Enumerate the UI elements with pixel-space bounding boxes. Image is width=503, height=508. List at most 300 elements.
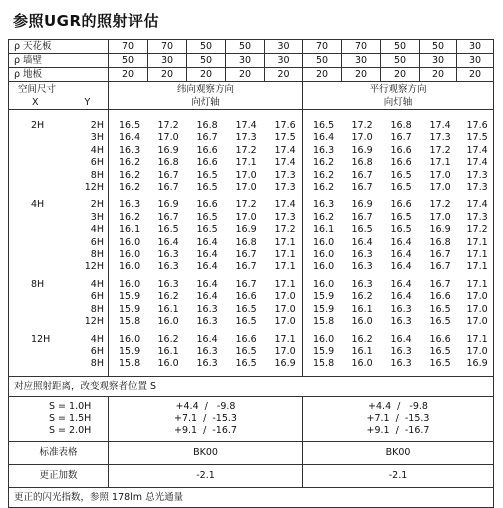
ugr-value: 17.3 bbox=[265, 182, 303, 194]
room-size-cell bbox=[9, 120, 109, 132]
param-value: 70 bbox=[109, 40, 148, 54]
room-size-cell bbox=[9, 145, 109, 157]
footer-note: 更正的闪光指数，参照 178lm 总光通量 bbox=[9, 487, 494, 507]
ugr-value: 16.8 bbox=[196, 120, 218, 131]
ugr-value: 16.3 bbox=[351, 249, 373, 261]
ugr-value: 17.1 bbox=[457, 279, 494, 291]
ugr-value: 15.8 bbox=[119, 358, 141, 370]
ugr-value: 16.4 bbox=[196, 249, 218, 261]
param-value: 50 bbox=[381, 54, 420, 68]
ugr-value: 16.5 bbox=[235, 303, 257, 315]
ugr-value: 16.0 bbox=[119, 333, 141, 345]
ugr-value: 16.6 bbox=[390, 199, 412, 211]
ugr-value: 16.4 bbox=[157, 236, 179, 248]
ugr-value: 16.0 bbox=[119, 249, 141, 261]
ugr-value: 17.0 bbox=[457, 304, 494, 316]
ugr-value: 17.6 bbox=[457, 120, 494, 132]
ugr-value: 16.6 bbox=[390, 157, 412, 169]
ugr-value: 16.7 bbox=[196, 132, 218, 144]
table-row bbox=[9, 54, 494, 68]
room-size-values bbox=[9, 120, 108, 132]
ugr-value: 16.5 bbox=[313, 120, 335, 131]
ugr-value: 16.3 bbox=[119, 144, 141, 156]
ugr-value: 16.7 bbox=[429, 278, 451, 290]
ugr-value: 17.4 bbox=[457, 145, 494, 157]
ugr-value: 16.6 bbox=[235, 333, 257, 345]
param-value: 70 bbox=[342, 40, 381, 54]
room-size-cell bbox=[9, 170, 109, 182]
ugr-value: 17.5 bbox=[457, 132, 494, 144]
table-row bbox=[9, 68, 494, 82]
ugr-value: 16.9 bbox=[457, 358, 494, 370]
param-value: 20 bbox=[303, 68, 342, 82]
ugr-value: 16.8 bbox=[429, 236, 451, 248]
ugr-value: 16.0 bbox=[119, 261, 141, 273]
param-value: 50 bbox=[226, 40, 265, 54]
ugr-value: 16.7 bbox=[157, 169, 179, 181]
spacer-cell bbox=[303, 110, 494, 121]
room-size-cell bbox=[9, 249, 109, 261]
ugr-value: 16.5 bbox=[429, 345, 451, 357]
ugr-value: 16.7 bbox=[157, 182, 179, 194]
ugr-value: 17.4 bbox=[265, 145, 303, 157]
y-size: 4H bbox=[90, 224, 104, 236]
param-label: ρ 墙壁 bbox=[9, 54, 109, 68]
room-size-values bbox=[9, 346, 108, 358]
ugr-value: 16.5 bbox=[157, 224, 179, 236]
ugr-value: 17.1 bbox=[457, 249, 494, 261]
ugr-value: 17.1 bbox=[235, 157, 257, 169]
param-value: 50 bbox=[420, 40, 457, 54]
ugr-value: 16.6 bbox=[429, 291, 451, 303]
ugr-value: 16.7 bbox=[351, 211, 373, 223]
ugr-value: 16.0 bbox=[313, 278, 335, 290]
ugr-value: 16.9 bbox=[265, 358, 303, 370]
ugr-value: 15.9 bbox=[313, 291, 335, 303]
param-value: 30 bbox=[148, 54, 187, 68]
ugr-value: 17.0 bbox=[157, 132, 179, 144]
y-size: 4H bbox=[90, 278, 104, 290]
ugr-value: 16.3 bbox=[390, 345, 412, 357]
ugr-value: 16.9 bbox=[351, 144, 373, 156]
room-size-values bbox=[9, 316, 108, 328]
x-size bbox=[9, 358, 31, 370]
ugr-value: 16.6 bbox=[390, 144, 412, 156]
ugr-value: 16.1 bbox=[157, 303, 179, 315]
ugr-value: 16.2 bbox=[119, 182, 141, 194]
ugr-value: 16.6 bbox=[196, 157, 218, 169]
y-size: 12H bbox=[84, 261, 104, 273]
ugr-value: 16.9 bbox=[351, 199, 373, 211]
param-value: 50 bbox=[109, 54, 148, 68]
ugr-value: 16.4 bbox=[313, 132, 335, 144]
table-row bbox=[9, 212, 494, 224]
ugr-value: 16.4 bbox=[196, 291, 218, 303]
ugr-value: 16.4 bbox=[390, 249, 412, 261]
ugr-value: 16.5 bbox=[390, 211, 412, 223]
ugr-value: 15.8 bbox=[119, 316, 141, 328]
ugr-value: 16.5 bbox=[196, 169, 218, 181]
x-size bbox=[9, 249, 31, 261]
ugr-value: 16.2 bbox=[119, 211, 141, 223]
ugr-value: 16.2 bbox=[313, 211, 335, 223]
ugr-value: 17.0 bbox=[351, 132, 373, 144]
ugr-value: 17.1 bbox=[265, 279, 303, 291]
y-size: 3H bbox=[90, 132, 104, 144]
ugr-value: 16.2 bbox=[313, 182, 335, 194]
ugr-value: 16.2 bbox=[119, 169, 141, 181]
x-size bbox=[9, 291, 31, 303]
room-size-cell bbox=[9, 182, 109, 194]
room-size-cell bbox=[9, 291, 109, 303]
ugr-value: 16.5 bbox=[390, 182, 412, 194]
ugr-value: 16.7 bbox=[429, 249, 451, 261]
y-size: 3H bbox=[90, 211, 104, 223]
room-size-cell bbox=[9, 334, 109, 346]
ugr-value: 17.0 bbox=[235, 182, 257, 194]
ugr-value: 17.2 bbox=[429, 144, 451, 156]
ugr-value: 17.3 bbox=[265, 170, 303, 182]
ugr-value: 16.3 bbox=[390, 303, 412, 315]
y-size: 4H bbox=[90, 333, 104, 345]
ugr-value: 16.6 bbox=[196, 144, 218, 156]
param-label: ρ 地板 bbox=[9, 68, 109, 82]
ugr-value: 16.7 bbox=[429, 261, 451, 273]
ugr-value: 16.0 bbox=[119, 278, 141, 290]
param-label: ρ 天花板 bbox=[9, 40, 109, 54]
ugr-value: 16.5 bbox=[196, 211, 218, 223]
ugr-value: 16.9 bbox=[157, 144, 179, 156]
ugr-value: 17.3 bbox=[457, 182, 494, 194]
ugr-value: 16.3 bbox=[196, 358, 218, 370]
spacing-note: 对应照射距离，改变观察者位置 S bbox=[9, 376, 494, 396]
x-size bbox=[9, 170, 31, 182]
room-size-axes bbox=[14, 96, 108, 109]
ugr-value: 17.0 bbox=[429, 169, 451, 181]
ugr-value: 16.8 bbox=[235, 236, 257, 248]
param-value: 50 bbox=[187, 40, 226, 54]
ugr-value: 16.4 bbox=[390, 333, 412, 345]
ugr-value: 17.6 bbox=[265, 120, 303, 132]
ugr-value: 17.1 bbox=[457, 261, 494, 273]
ugr-value: 16.5 bbox=[390, 224, 412, 236]
room-size-cell bbox=[9, 279, 109, 291]
room-size-cell bbox=[9, 304, 109, 316]
ugr-value: 17.0 bbox=[457, 346, 494, 358]
ugr-value: 17.3 bbox=[429, 132, 451, 144]
spacing-value-right: +4.4 / -9.8 bbox=[303, 396, 494, 413]
ugr-value: 16.8 bbox=[157, 157, 179, 169]
ugr-value: 16.4 bbox=[119, 132, 141, 144]
y-axis-label: Y bbox=[84, 96, 91, 108]
table-row bbox=[9, 304, 494, 316]
direction-header-right bbox=[303, 82, 494, 110]
x-size bbox=[9, 346, 31, 358]
ugr-value: 16.2 bbox=[313, 157, 335, 169]
spacing-value-right: +7.1 / -15.3 bbox=[303, 413, 494, 425]
x-size bbox=[9, 261, 31, 273]
param-value: 20 bbox=[148, 68, 187, 82]
spacing-value-left: +4.4 / -9.8 bbox=[109, 396, 303, 413]
table-row bbox=[9, 425, 494, 442]
table-row bbox=[9, 182, 494, 194]
ugr-value: 17.3 bbox=[457, 170, 494, 182]
ugr-value: 16.9 bbox=[157, 199, 179, 211]
ugr-value: 15.9 bbox=[119, 303, 141, 315]
room-size-values bbox=[9, 199, 108, 211]
ugr-value: 17.0 bbox=[429, 211, 451, 223]
direction-title: 平行观察方向 bbox=[369, 83, 427, 95]
ugr-value: 16.5 bbox=[235, 345, 257, 357]
ugr-value: 16.4 bbox=[196, 278, 218, 290]
ugr-table bbox=[8, 39, 494, 508]
room-size-values bbox=[9, 249, 108, 261]
ugr-value: 17.0 bbox=[235, 169, 257, 181]
x-size: 12H bbox=[31, 333, 51, 345]
x-size: 4H bbox=[31, 199, 45, 211]
ugr-value: 16.7 bbox=[235, 278, 257, 290]
table-row bbox=[9, 224, 494, 236]
table-body bbox=[9, 40, 494, 508]
table-row bbox=[9, 376, 494, 396]
ugr-value: 16.5 bbox=[429, 316, 451, 328]
ugr-value: 16.5 bbox=[390, 169, 412, 181]
ugr-value: 15.9 bbox=[119, 345, 141, 357]
param-value: 30 bbox=[342, 54, 381, 68]
direction-title: 纬向观察方向 bbox=[176, 83, 234, 95]
y-size: 6H bbox=[90, 291, 104, 303]
ugr-value: 15.9 bbox=[313, 303, 335, 315]
ugr-value: 16.7 bbox=[235, 261, 257, 273]
table-row bbox=[9, 145, 494, 157]
param-value: 20 bbox=[420, 68, 457, 82]
ugr-value: 16.8 bbox=[390, 120, 412, 131]
table-row bbox=[9, 157, 494, 169]
ugr-value: 16.2 bbox=[157, 291, 179, 303]
ugr-value: 16.2 bbox=[351, 291, 373, 303]
ugr-value: 16.2 bbox=[119, 157, 141, 169]
table-row bbox=[9, 199, 494, 211]
y-size: 2H bbox=[90, 199, 104, 211]
y-size: 6H bbox=[90, 236, 104, 248]
ugr-value: 17.1 bbox=[457, 237, 494, 249]
ugr-value: 16.3 bbox=[157, 261, 179, 273]
ugr-value: 16.7 bbox=[235, 249, 257, 261]
param-value: 30 bbox=[420, 54, 457, 68]
ugr-value: 16.5 bbox=[429, 358, 451, 370]
spacing-label: S = 2.0H bbox=[9, 425, 109, 442]
param-value: 20 bbox=[226, 68, 265, 82]
spacer-cell bbox=[109, 110, 303, 121]
table-row bbox=[9, 346, 494, 358]
spacing-value-left: +9.1 / -16.7 bbox=[109, 425, 303, 442]
ugr-value: 15.8 bbox=[313, 316, 335, 328]
ugr-value: 17.0 bbox=[457, 316, 494, 328]
table-row bbox=[9, 316, 494, 328]
ugr-value: 17.4 bbox=[265, 157, 303, 169]
table-row bbox=[9, 170, 494, 182]
room-size-values bbox=[9, 132, 108, 144]
table-row bbox=[9, 120, 494, 132]
ugr-value: 16.3 bbox=[196, 303, 218, 315]
table-row bbox=[9, 441, 494, 464]
standard-value-right: BK00 bbox=[303, 441, 494, 464]
param-value: 30 bbox=[226, 54, 265, 68]
param-value: 20 bbox=[187, 68, 226, 82]
table-row bbox=[9, 40, 494, 54]
table-row bbox=[9, 396, 494, 413]
y-size: 12H bbox=[84, 316, 104, 328]
param-value: 70 bbox=[303, 40, 342, 54]
room-size-cell bbox=[9, 157, 109, 169]
y-size: 8H bbox=[90, 358, 104, 370]
ugr-value: 16.3 bbox=[157, 249, 179, 261]
room-size-values bbox=[9, 170, 108, 182]
x-size: 2H bbox=[31, 120, 45, 131]
correction-label: 更正加数 bbox=[9, 464, 109, 487]
ugr-value: 17.0 bbox=[265, 346, 303, 358]
y-size: 6H bbox=[90, 157, 104, 169]
ugr-value: 17.3 bbox=[235, 132, 257, 144]
ugr-value: 16.9 bbox=[429, 224, 451, 236]
ugr-value: 17.1 bbox=[457, 334, 494, 346]
ugr-value: 16.5 bbox=[196, 224, 218, 236]
room-size-values bbox=[9, 145, 108, 157]
x-size bbox=[9, 212, 31, 224]
ugr-value: 16.5 bbox=[351, 224, 373, 236]
table-row bbox=[9, 464, 494, 487]
table-row bbox=[9, 82, 494, 110]
ugr-value: 16.4 bbox=[196, 333, 218, 345]
standard-value-left: BK00 bbox=[109, 441, 303, 464]
table-row bbox=[9, 110, 494, 121]
ugr-value: 17.4 bbox=[265, 199, 303, 211]
room-size-values bbox=[9, 261, 108, 273]
x-size bbox=[9, 157, 31, 169]
ugr-value: 16.3 bbox=[390, 316, 412, 328]
ugr-value: 16.3 bbox=[351, 278, 373, 290]
room-size-cell bbox=[9, 132, 109, 144]
ugr-value: 17.2 bbox=[235, 199, 257, 211]
y-size: 8H bbox=[90, 303, 104, 315]
ugr-value: 16.2 bbox=[157, 333, 179, 345]
standard-label: 标准表格 bbox=[9, 441, 109, 464]
ugr-value: 17.5 bbox=[265, 132, 303, 144]
ugr-value: 17.3 bbox=[265, 212, 303, 224]
ugr-value: 16.8 bbox=[351, 157, 373, 169]
spacing-label: S = 1.5H bbox=[9, 413, 109, 425]
x-axis-label: X bbox=[32, 96, 39, 108]
ugr-value: 16.0 bbox=[157, 316, 179, 328]
table-row bbox=[9, 249, 494, 261]
spacing-value-right: +9.1 / -16.7 bbox=[303, 425, 494, 442]
ugr-value: 16.5 bbox=[235, 316, 257, 328]
table-row bbox=[9, 279, 494, 291]
y-size: 12H bbox=[84, 182, 104, 194]
ugr-value: 16.6 bbox=[235, 291, 257, 303]
room-size-values bbox=[9, 157, 108, 169]
table-row bbox=[9, 358, 494, 370]
direction-header-left bbox=[109, 82, 303, 110]
x-size bbox=[9, 132, 31, 144]
spacer-cell bbox=[9, 110, 109, 121]
ugr-value: 16.1 bbox=[313, 224, 335, 236]
ugr-value: 17.1 bbox=[429, 157, 451, 169]
ugr-value: 16.1 bbox=[119, 224, 141, 236]
ugr-value: 17.4 bbox=[457, 157, 494, 169]
ugr-value: 16.7 bbox=[351, 169, 373, 181]
ugr-value: 16.7 bbox=[351, 182, 373, 194]
x-size bbox=[9, 182, 31, 194]
ugr-value: 17.2 bbox=[265, 224, 303, 236]
ugr-value: 16.4 bbox=[390, 261, 412, 273]
ugr-value: 16.2 bbox=[313, 169, 335, 181]
y-size: 8H bbox=[90, 169, 104, 181]
room-size-cell bbox=[9, 358, 109, 370]
ugr-value: 16.7 bbox=[157, 211, 179, 223]
direction-axis: 向灯轴 bbox=[191, 96, 220, 108]
table-row bbox=[9, 334, 494, 346]
table-row bbox=[9, 261, 494, 273]
room-size-values bbox=[9, 182, 108, 194]
table-row bbox=[9, 291, 494, 303]
ugr-value: 15.9 bbox=[119, 291, 141, 303]
room-size-cell bbox=[9, 316, 109, 328]
room-size-values bbox=[9, 224, 108, 236]
ugr-value: 16.4 bbox=[390, 291, 412, 303]
ugr-value: 17.0 bbox=[265, 304, 303, 316]
ugr-value: 16.3 bbox=[351, 261, 373, 273]
ugr-value: 17.0 bbox=[457, 291, 494, 303]
room-size-values bbox=[9, 291, 108, 303]
ugr-value: 17.0 bbox=[235, 211, 257, 223]
ugr-value: 17.4 bbox=[457, 199, 494, 211]
table-row bbox=[9, 413, 494, 425]
ugr-value: 16.0 bbox=[313, 261, 335, 273]
y-size: 6H bbox=[90, 345, 104, 357]
spacing-value-left: +7.1 / -15.3 bbox=[109, 413, 303, 425]
y-size: 8H bbox=[90, 249, 104, 261]
ugr-value: 16.0 bbox=[351, 358, 373, 370]
ugr-value: 16.1 bbox=[157, 345, 179, 357]
direction-axis: 向灯轴 bbox=[383, 96, 413, 108]
ugr-value: 16.1 bbox=[351, 303, 373, 315]
param-value: 30 bbox=[265, 54, 303, 68]
ugr-value: 16.4 bbox=[196, 236, 218, 248]
ugr-value: 15.8 bbox=[313, 358, 335, 370]
param-value: 20 bbox=[381, 68, 420, 82]
param-value: 50 bbox=[381, 40, 420, 54]
ugr-value: 16.6 bbox=[196, 199, 218, 211]
ugr-value: 17.2 bbox=[157, 120, 179, 131]
ugr-value: 16.2 bbox=[351, 333, 373, 345]
ugr-value: 16.5 bbox=[119, 120, 141, 131]
param-value: 30 bbox=[457, 54, 494, 68]
room-size-header bbox=[9, 82, 109, 110]
ugr-value: 16.4 bbox=[390, 278, 412, 290]
room-size-cell bbox=[9, 212, 109, 224]
room-size-values bbox=[9, 358, 108, 370]
ugr-value: 17.1 bbox=[265, 237, 303, 249]
correction-value-right: -2.1 bbox=[303, 464, 494, 487]
ugr-value: 17.0 bbox=[265, 316, 303, 328]
ugr-value: 17.0 bbox=[429, 182, 451, 194]
ugr-value: 16.0 bbox=[351, 316, 373, 328]
spacing-label: S = 1.0H bbox=[9, 396, 109, 413]
table-row bbox=[9, 237, 494, 249]
param-value: 20 bbox=[265, 68, 303, 82]
ugr-value: 16.0 bbox=[313, 236, 335, 248]
